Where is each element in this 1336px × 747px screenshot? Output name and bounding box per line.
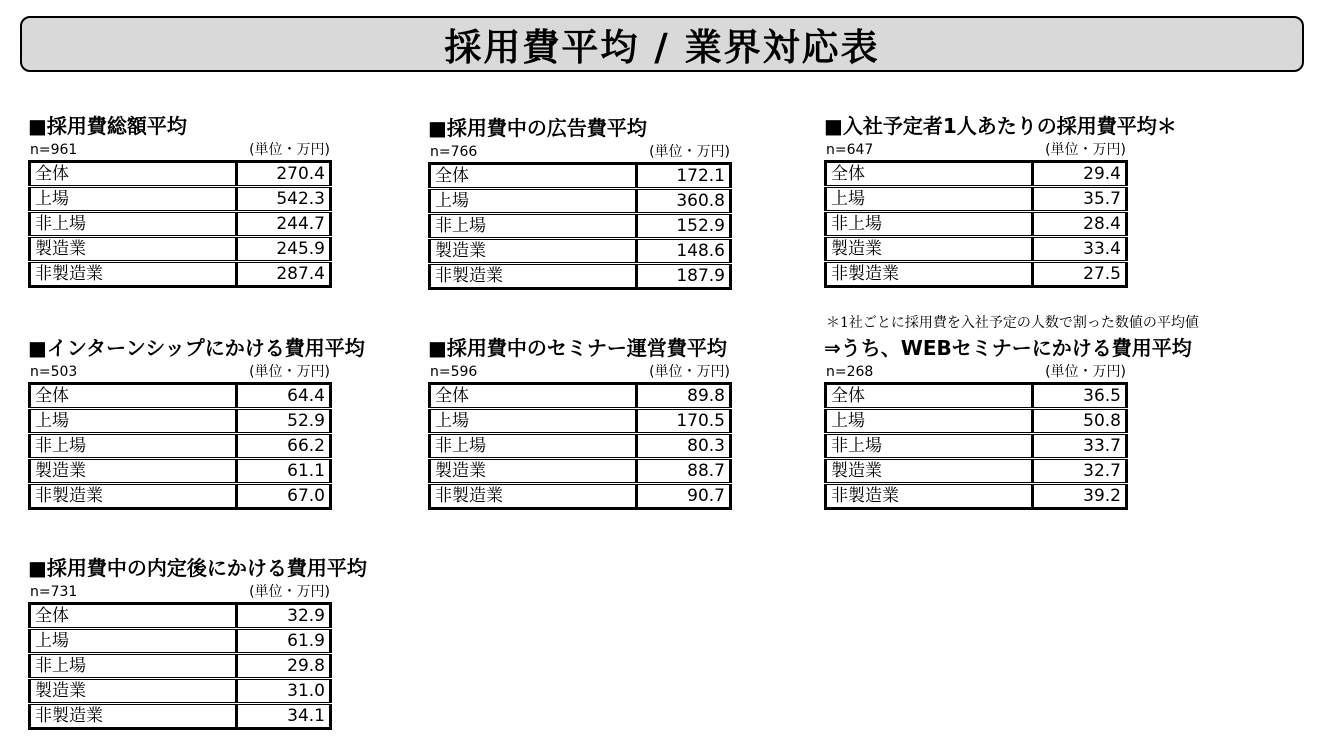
row-value: 33.7 bbox=[1033, 434, 1127, 459]
row-label: 全体 bbox=[826, 162, 1033, 187]
sample-size: n=268 bbox=[826, 364, 874, 380]
table-row bbox=[826, 162, 1127, 187]
row-label: 製造業 bbox=[826, 459, 1033, 484]
table-row bbox=[30, 384, 331, 409]
row-value: 36.5 bbox=[1033, 384, 1127, 409]
row-label: 製造業 bbox=[430, 239, 637, 264]
row-value: 360.8 bbox=[637, 189, 731, 214]
table-row bbox=[826, 384, 1127, 409]
unit-label: (単位・万円) bbox=[649, 144, 730, 160]
row-label: 非製造業 bbox=[30, 262, 237, 287]
block-title: ■入社予定者1人あたりの採用費平均＊ bbox=[824, 114, 1177, 138]
sample-size: n=731 bbox=[30, 584, 78, 600]
data-table bbox=[28, 160, 332, 288]
row-label: 製造業 bbox=[826, 237, 1033, 262]
data-table bbox=[824, 160, 1128, 288]
block-internship-cost bbox=[28, 334, 365, 510]
table-row bbox=[826, 212, 1127, 237]
table-row bbox=[430, 434, 731, 459]
row-value: 244.7 bbox=[237, 212, 331, 237]
row-label: 非上場 bbox=[826, 212, 1033, 237]
row-label: 製造業 bbox=[30, 459, 237, 484]
table-row bbox=[430, 484, 731, 509]
data-table bbox=[428, 382, 732, 510]
sample-size: n=503 bbox=[30, 364, 78, 380]
table-row bbox=[430, 214, 731, 239]
row-value: 66.2 bbox=[237, 434, 331, 459]
row-value: 31.0 bbox=[237, 679, 331, 704]
row-label: 非上場 bbox=[30, 212, 237, 237]
row-label: 非製造業 bbox=[430, 264, 637, 289]
sample-size: n=647 bbox=[826, 142, 874, 158]
unit-label: (単位・万円) bbox=[1045, 142, 1126, 158]
block-title: ⇒うち、WEBセミナーにかける費用平均 bbox=[824, 336, 1192, 360]
block-cost-per-hire bbox=[824, 112, 1177, 288]
footnote: ＊1社ごとに採用費を入社予定の人数で割った数値の平均値 bbox=[826, 315, 1199, 331]
row-label: 上場 bbox=[30, 629, 237, 654]
row-value: 33.4 bbox=[1033, 237, 1127, 262]
row-label: 非製造業 bbox=[430, 484, 637, 509]
table-row bbox=[30, 434, 331, 459]
row-value: 245.9 bbox=[237, 237, 331, 262]
row-label: 非製造業 bbox=[30, 704, 237, 729]
row-label: 上場 bbox=[826, 409, 1033, 434]
table-row bbox=[30, 459, 331, 484]
row-value: 88.7 bbox=[637, 459, 731, 484]
row-label: 全体 bbox=[30, 604, 237, 629]
table-row bbox=[30, 162, 331, 187]
block-title: ■採用費中の内定後にかける費用平均 bbox=[28, 556, 367, 580]
row-label: 製造業 bbox=[30, 679, 237, 704]
row-value: 90.7 bbox=[637, 484, 731, 509]
row-label: 非上場 bbox=[826, 434, 1033, 459]
row-label: 製造業 bbox=[30, 237, 237, 262]
row-value: 39.2 bbox=[1033, 484, 1127, 509]
table-row bbox=[30, 679, 331, 704]
table-row bbox=[430, 384, 731, 409]
row-value: 148.6 bbox=[637, 239, 731, 264]
table-row bbox=[30, 187, 331, 212]
block-meta bbox=[428, 142, 732, 162]
row-label: 非上場 bbox=[30, 654, 237, 679]
row-label: 上場 bbox=[826, 187, 1033, 212]
row-label: 全体 bbox=[30, 384, 237, 409]
row-value: 32.9 bbox=[237, 604, 331, 629]
table-row bbox=[30, 237, 331, 262]
row-value: 29.8 bbox=[237, 654, 331, 679]
data-table bbox=[824, 382, 1128, 510]
row-value: 187.9 bbox=[637, 264, 731, 289]
block-web-seminar-cost bbox=[824, 334, 1192, 510]
row-label: 非製造業 bbox=[826, 262, 1033, 287]
table-row bbox=[430, 409, 731, 434]
row-value: 172.1 bbox=[637, 164, 731, 189]
sample-size: n=596 bbox=[430, 364, 478, 380]
table-row bbox=[30, 409, 331, 434]
data-table bbox=[428, 162, 732, 290]
row-label: 非製造業 bbox=[30, 484, 237, 509]
row-value: 34.1 bbox=[237, 704, 331, 729]
row-label: 非上場 bbox=[430, 214, 637, 239]
block-meta bbox=[428, 362, 732, 382]
row-value: 61.1 bbox=[237, 459, 331, 484]
row-value: 89.8 bbox=[637, 384, 731, 409]
data-table bbox=[28, 602, 332, 730]
row-label: 全体 bbox=[30, 162, 237, 187]
block-total-recruiting-cost bbox=[28, 112, 348, 288]
table-row bbox=[430, 189, 731, 214]
row-label: 上場 bbox=[430, 409, 637, 434]
block-meta bbox=[824, 140, 1128, 160]
row-label: 上場 bbox=[430, 189, 637, 214]
table-row bbox=[30, 604, 331, 629]
block-title: ■インターンシップにかける費用平均 bbox=[28, 336, 365, 360]
block-meta bbox=[28, 362, 332, 382]
table-row bbox=[30, 629, 331, 654]
row-value: 32.7 bbox=[1033, 459, 1127, 484]
table-row bbox=[30, 212, 331, 237]
row-value: 542.3 bbox=[237, 187, 331, 212]
unit-label: (単位・万円) bbox=[249, 364, 330, 380]
table-row bbox=[826, 187, 1127, 212]
row-value: 270.4 bbox=[237, 162, 331, 187]
row-label: 全体 bbox=[826, 384, 1033, 409]
block-title: ■採用費中のセミナー運営費平均 bbox=[428, 336, 727, 360]
row-label: 製造業 bbox=[430, 459, 637, 484]
unit-label: (単位・万円) bbox=[649, 364, 730, 380]
row-value: 35.7 bbox=[1033, 187, 1127, 212]
table-row bbox=[826, 262, 1127, 287]
block-seminar-cost bbox=[428, 334, 748, 510]
page-title: 採用費平均 / 業界対応表 bbox=[20, 16, 1304, 72]
row-value: 61.9 bbox=[237, 629, 331, 654]
table-row bbox=[826, 409, 1127, 434]
table-row bbox=[430, 459, 731, 484]
table-row bbox=[30, 704, 331, 729]
row-value: 29.4 bbox=[1033, 162, 1127, 187]
row-value: 287.4 bbox=[237, 262, 331, 287]
table-row bbox=[30, 484, 331, 509]
block-meta bbox=[824, 362, 1128, 382]
table-row bbox=[30, 262, 331, 287]
block-advertising-cost bbox=[428, 114, 748, 290]
unit-label: (単位・万円) bbox=[1045, 364, 1126, 380]
row-label: 上場 bbox=[30, 187, 237, 212]
data-table bbox=[28, 382, 332, 510]
table-row bbox=[826, 459, 1127, 484]
block-post-offer-cost bbox=[28, 554, 367, 730]
unit-label: (単位・万円) bbox=[249, 142, 330, 158]
row-label: 全体 bbox=[430, 384, 637, 409]
row-label: 非製造業 bbox=[826, 484, 1033, 509]
row-value: 80.3 bbox=[637, 434, 731, 459]
block-meta bbox=[28, 582, 332, 602]
table-row bbox=[430, 164, 731, 189]
table-row bbox=[826, 484, 1127, 509]
block-meta bbox=[28, 140, 332, 160]
row-value: 67.0 bbox=[237, 484, 331, 509]
row-value: 170.5 bbox=[637, 409, 731, 434]
row-label: 全体 bbox=[430, 164, 637, 189]
sample-size: n=961 bbox=[30, 142, 78, 158]
row-value: 50.8 bbox=[1033, 409, 1127, 434]
row-label: 非上場 bbox=[430, 434, 637, 459]
row-value: 64.4 bbox=[237, 384, 331, 409]
table-row bbox=[30, 654, 331, 679]
unit-label: (単位・万円) bbox=[249, 584, 330, 600]
row-value: 27.5 bbox=[1033, 262, 1127, 287]
table-row bbox=[430, 264, 731, 289]
table-row bbox=[826, 237, 1127, 262]
block-title: ■採用費中の広告費平均 bbox=[428, 116, 647, 140]
block-title: ■採用費総額平均 bbox=[28, 114, 187, 138]
row-label: 上場 bbox=[30, 409, 237, 434]
table-row bbox=[430, 239, 731, 264]
row-label: 非上場 bbox=[30, 434, 237, 459]
sample-size: n=766 bbox=[430, 144, 478, 160]
row-value: 152.9 bbox=[637, 214, 731, 239]
row-value: 52.9 bbox=[237, 409, 331, 434]
table-row bbox=[826, 434, 1127, 459]
row-value: 28.4 bbox=[1033, 212, 1127, 237]
